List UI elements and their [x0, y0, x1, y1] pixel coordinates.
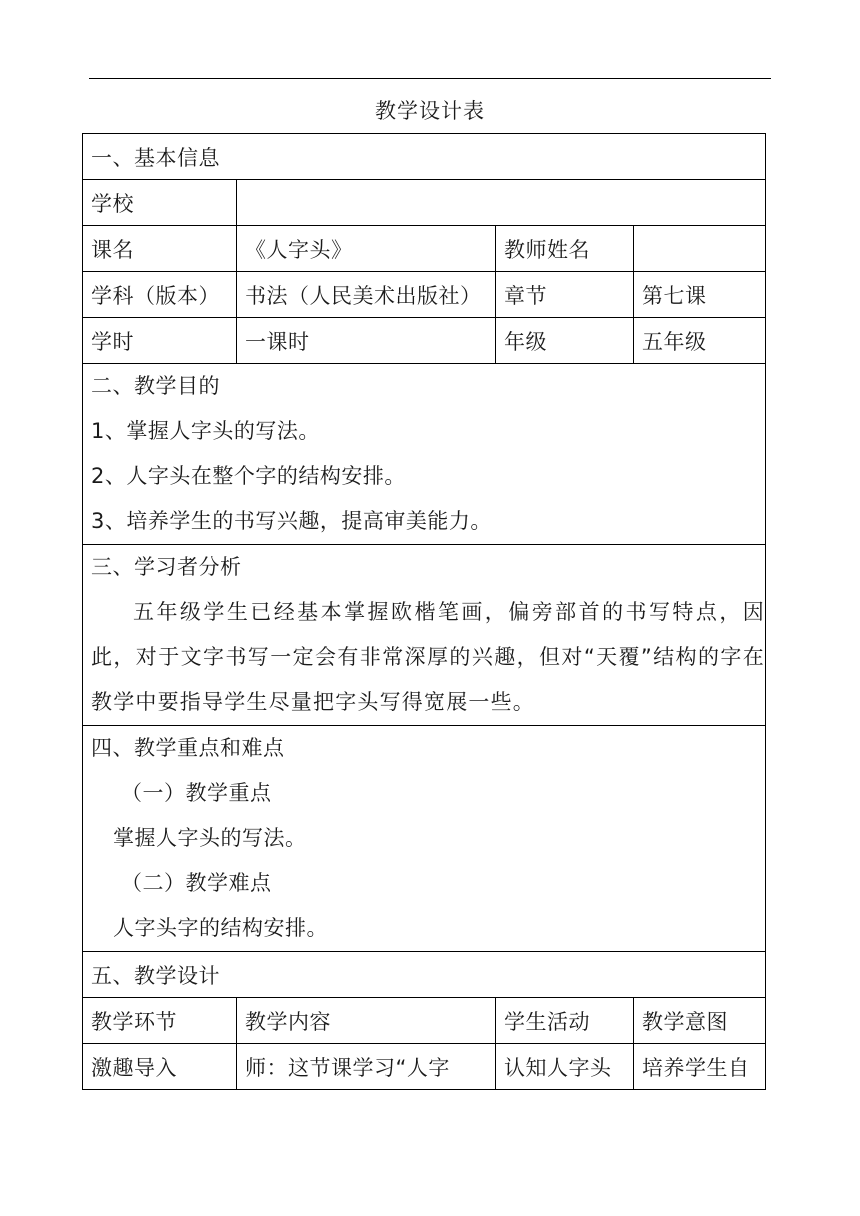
chapter-label: 章节 [496, 272, 634, 318]
design-data-row [83, 1044, 766, 1090]
hours-value: 一课时 [237, 318, 496, 364]
difficulty-heading: （二）教学难点 [121, 871, 272, 895]
focus-heading: （一）教学重点 [121, 781, 272, 805]
teacher-value [634, 226, 766, 272]
learner-row [83, 545, 766, 726]
learner-heading: 三、学习者分析 [91, 555, 242, 579]
goal-item: 1、掌握人字头的写法。 [91, 419, 320, 443]
school-row [83, 180, 766, 226]
keypoints-heading: 四、教学重点和难点 [91, 736, 285, 760]
column-header: 教学内容 [237, 998, 496, 1044]
hours-label: 学时 [83, 318, 237, 364]
chapter-value: 第七课 [634, 272, 766, 318]
teacher-label: 教师姓名 [496, 226, 634, 272]
goals-row [83, 364, 766, 545]
design-heading: 五、教学设计 [83, 952, 766, 998]
learner-section [83, 545, 766, 726]
header-rule [89, 78, 771, 79]
hours-row [83, 318, 766, 364]
keypoints-row [83, 726, 766, 952]
table-cell: 师：这节课学习“人字 [237, 1044, 496, 1090]
column-header: 教学意图 [634, 998, 766, 1044]
grade-value: 五年级 [634, 318, 766, 364]
school-label: 学校 [83, 180, 237, 226]
course-value: 《人字头》 [237, 226, 496, 272]
goal-item: 3、培养学生的书写兴趣，提高审美能力。 [91, 509, 492, 533]
keypoints-section [83, 726, 766, 952]
learner-analysis-text: 五年级学生已经基本掌握欧楷笔画，偏旁部首的书写特点，因此，对于文字书写一定会有非常深厚的兴趣，但对“天覆”结构的字在教学中要指导学生尽量把字头写得宽展一些。 [91, 600, 765, 714]
goals-heading: 二、教学目的 [91, 374, 220, 398]
basic-info-heading: 一、基本信息 [83, 134, 766, 180]
grade-label: 年级 [496, 318, 634, 364]
goals-section [83, 364, 766, 545]
focus-text: 掌握人字头的写法。 [113, 826, 307, 850]
course-label: 课名 [83, 226, 237, 272]
column-header: 教学环节 [83, 998, 237, 1044]
goal-item: 2、人字头在整个字的结构安排。 [91, 464, 406, 488]
subject-row [83, 272, 766, 318]
course-row [83, 226, 766, 272]
basic-info-heading-row [83, 134, 766, 180]
table-cell: 认知人字头 [496, 1044, 634, 1090]
design-column-header-row [83, 998, 766, 1044]
table-cell: 激趣导入 [83, 1044, 237, 1090]
column-header: 学生活动 [496, 998, 634, 1044]
difficulty-text: 人字头字的结构安排。 [113, 916, 328, 940]
subject-value: 书法（人民美术出版社） [237, 272, 496, 318]
document-title: 教学设计表 [375, 99, 485, 123]
lesson-design-table [82, 133, 766, 1090]
subject-label: 学科（版本） [83, 272, 237, 318]
school-value [237, 180, 766, 226]
table-cell: 培养学生自 [634, 1044, 766, 1090]
design-heading-row [83, 952, 766, 998]
